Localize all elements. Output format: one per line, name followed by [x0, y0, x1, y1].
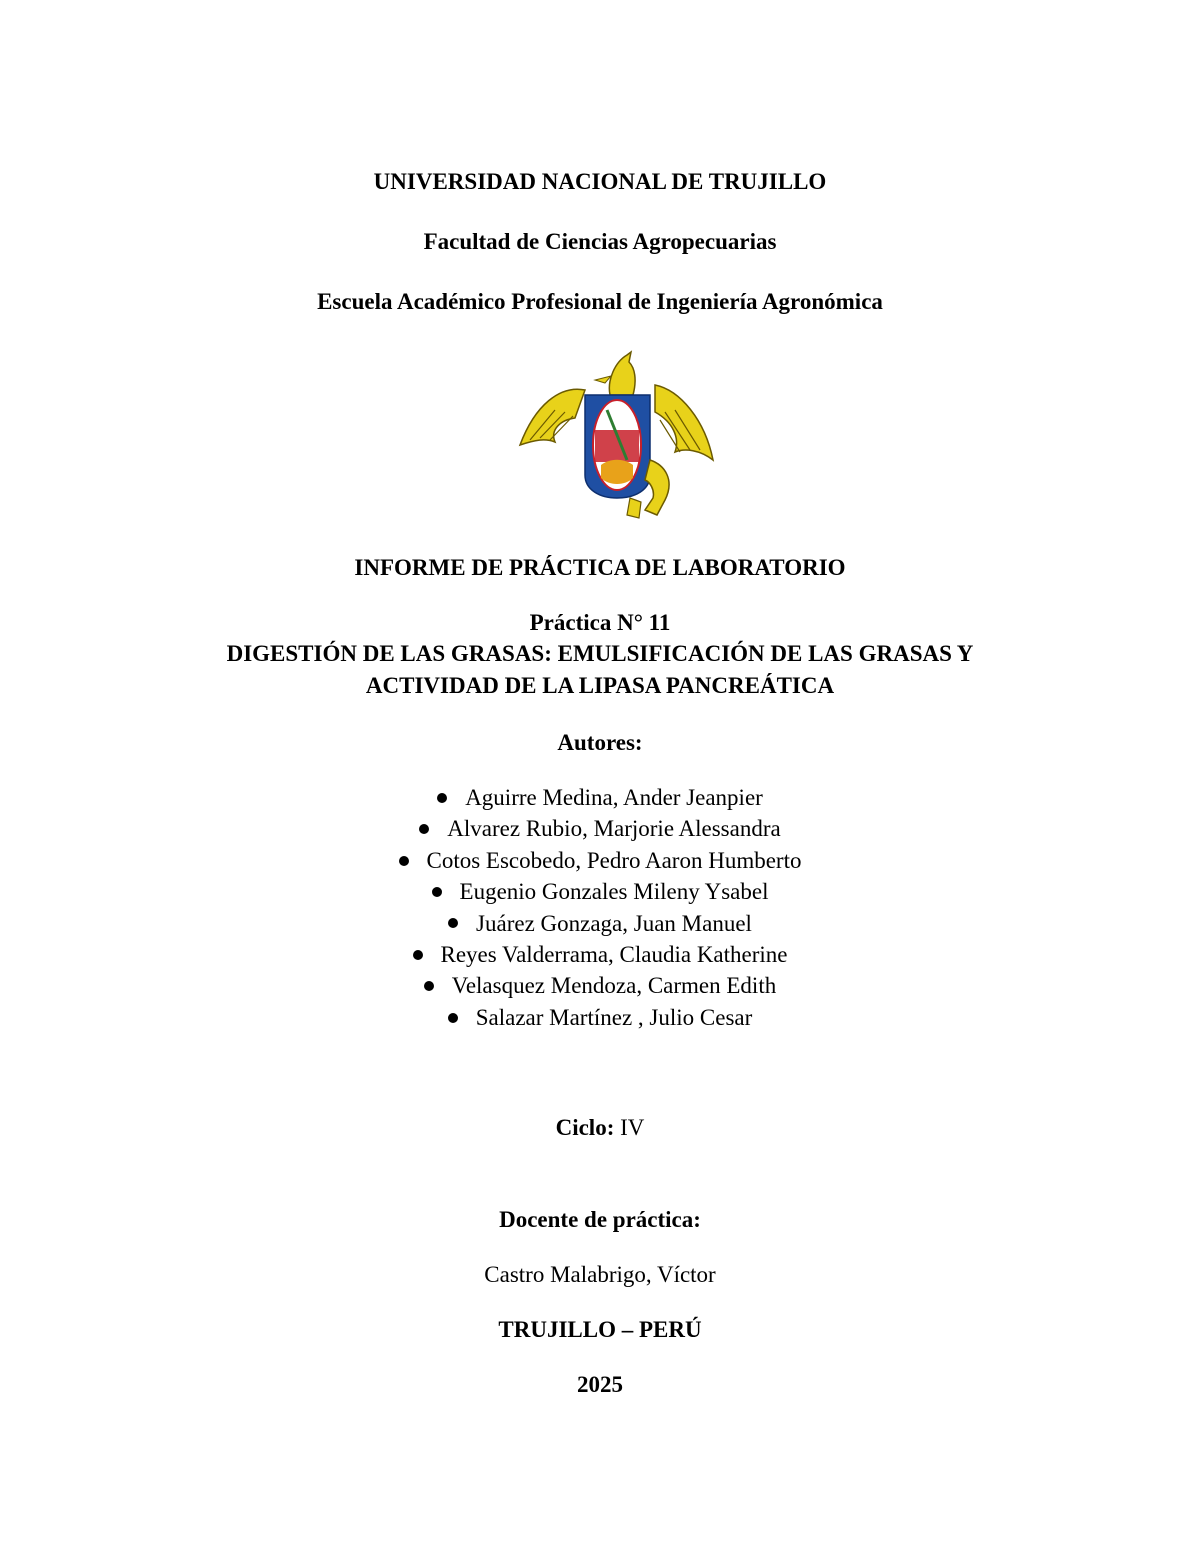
authors-list: [0, 782, 1200, 1033]
location: TRUJILLO – PERÚ: [498, 1317, 702, 1342]
bullet-icon: [419, 824, 429, 834]
faculty-name: Facultad de Ciencias Agropecuarias: [423, 229, 777, 254]
cycle-label: Ciclo:: [555, 1115, 615, 1140]
university-name: UNIVERSIDAD NACIONAL DE TRUJILLO: [373, 169, 827, 194]
author-item: Eugenio Gonzales Mileny Ysabel: [0, 876, 1200, 907]
bullet-icon: [437, 793, 447, 803]
bullet-icon: [448, 918, 458, 928]
author-item: Cotos Escobedo, Pedro Aaron Humberto: [0, 845, 1200, 876]
author-item: Velasquez Mendoza, Carmen Edith: [0, 970, 1200, 1001]
bullet-icon: [432, 887, 442, 897]
teacher-label: Docente de práctica:: [499, 1207, 701, 1232]
school-name: Escuela Académico Profesional de Ingeniería Agronómica: [317, 289, 883, 314]
author-item: Salazar Martínez , Julio Cesar: [0, 1002, 1200, 1033]
bullet-icon: [424, 981, 434, 991]
author-item: Aguirre Medina, Ander Jeanpier: [0, 782, 1200, 813]
author-item: Juárez Gonzaga, Juan Manuel: [0, 908, 1200, 939]
report-title-line1: DIGESTIÓN DE LAS GRASAS: EMULSIFICACIÓN DE LAS GRASAS Y: [226, 641, 974, 666]
report-title-line2: ACTIVIDAD DE LA LIPASA PANCREÁTICA: [365, 673, 835, 698]
year: 2025: [577, 1372, 623, 1397]
authors-label: Autores:: [557, 730, 643, 755]
bullet-icon: [413, 950, 423, 960]
report-type: INFORME DE PRÁCTICA DE LABORATORIO: [354, 555, 846, 580]
teacher-name: Castro Malabrigo, Víctor: [484, 1262, 716, 1287]
university-crest-griffin-icon: [515, 350, 715, 520]
author-item: Reyes Valderrama, Claudia Katherine: [0, 939, 1200, 970]
author-item: Alvarez Rubio, Marjorie Alessandra: [0, 813, 1200, 844]
bullet-icon: [448, 1013, 458, 1023]
bullet-icon: [399, 856, 409, 866]
practice-number: Práctica N° 11: [529, 610, 671, 635]
cycle-value: IV: [620, 1115, 645, 1140]
cycle: [0, 1115, 1200, 1141]
